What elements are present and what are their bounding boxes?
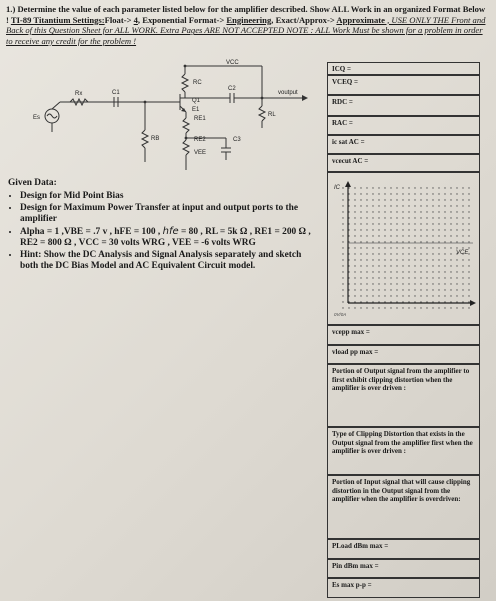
approximate-text: Approximate (336, 14, 385, 25)
float-text: Float-> (104, 14, 134, 25)
rdc-box: RDC = (327, 95, 480, 116)
es-max-box: Es max p-p = (327, 578, 480, 598)
label-rl: RL (268, 112, 276, 118)
vcecut-box: vcecut AC = (327, 154, 480, 172)
graph-origin-label: 0V/0A (334, 312, 347, 317)
vload-pp-max-box: vload pp max = (327, 345, 480, 364)
float-number: 4 (133, 14, 138, 25)
label-es: Es (33, 115, 41, 121)
input-clipping-box: Portion of Input signal that will cause clipping distortion in the Output signal from the amplifier when the amplifier is overdriven: (327, 475, 480, 539)
label-c3: C3 (233, 137, 241, 143)
graph-x-label: VCE (456, 250, 469, 256)
rac-box: RAC = (327, 116, 480, 135)
label-voutput: voutput (278, 90, 298, 96)
hfe-annotation: hfe (162, 226, 179, 237)
load-line-graph (327, 172, 480, 325)
label-q1: Q1 (192, 98, 201, 104)
label-vcc: VCC (226, 60, 239, 66)
clipping-type-box: Type of Clipping Distortion that exists in the Output signal from the amplifier first when the amplifier is over driven : (327, 427, 480, 475)
ic-sat-box: ic sat AC = (327, 135, 480, 154)
vceq-box: VCEQ = (327, 75, 480, 95)
label-c1: C1 (112, 90, 120, 96)
pload-box: PLoad dBm max = (327, 539, 480, 559)
graph-y-label: IC (334, 185, 340, 191)
given-title: Given Data: (8, 178, 57, 188)
label-e1: E1 (192, 107, 200, 113)
label-rb: RB (151, 136, 160, 142)
icq-box: ICQ = (327, 62, 480, 75)
given-item-4: • Hint: Show the DC Analysis and Signal Analysis separately and sketch both the DC Bias Model and AC Equivalent Circuit model. (20, 250, 320, 272)
output-clipping-box: Portion of Output signal from the amplifier to first exhibit clipping distortion when the amplifier is over driven : (327, 364, 480, 427)
engineering-text: Engineering (226, 14, 272, 25)
calc-settings: TI-89 Titantium Settings: (10, 14, 105, 25)
given-item-3: • Alpha = 1 ,VBE = .7 v , hFE = 100 , hfe = 80 , RL = 5k Ω , RE1 = 200 Ω , RE2 = 800 Ω , VCC = 30 volts WRG , VEE = -6 volts WRG (20, 226, 320, 249)
instructions-note: , USE ONLY THE Front and Back of this Question Sheet for ALL WORK. Extra Pages ARE NOT ACCEPTED NOTE : ALL Work Must be shown for a problem in order to receive any credit for the problem ! (6, 14, 486, 46)
exp-text: , Exponential Format-> (137, 14, 227, 25)
given-data (8, 178, 320, 273)
label-re1: RE1 (194, 116, 206, 122)
given-item-2: • Design for Maximum Power Transfer at input and output ports to the amplifier (20, 203, 320, 225)
label-c2: C2 (228, 86, 236, 92)
vcepp-max-box: vcepp max = (327, 325, 480, 345)
pin-box: Pin dBm max = (327, 559, 480, 578)
header-intro: 1.) Determine the value of each parameter listed below for the amplifier described. Show ALL Work in an organized Format Below ! (6, 4, 486, 25)
label-re2: RE2 (194, 137, 206, 143)
amplifier-schematic (0, 0, 330, 180)
label-rx: Rx (75, 91, 83, 97)
label-vee: VEE (194, 150, 207, 156)
given-item-1: • Design for Mid Point Bias (20, 191, 320, 202)
exact-text: , Exact/Approx-> (271, 14, 337, 25)
label-rc: RC (193, 80, 202, 86)
